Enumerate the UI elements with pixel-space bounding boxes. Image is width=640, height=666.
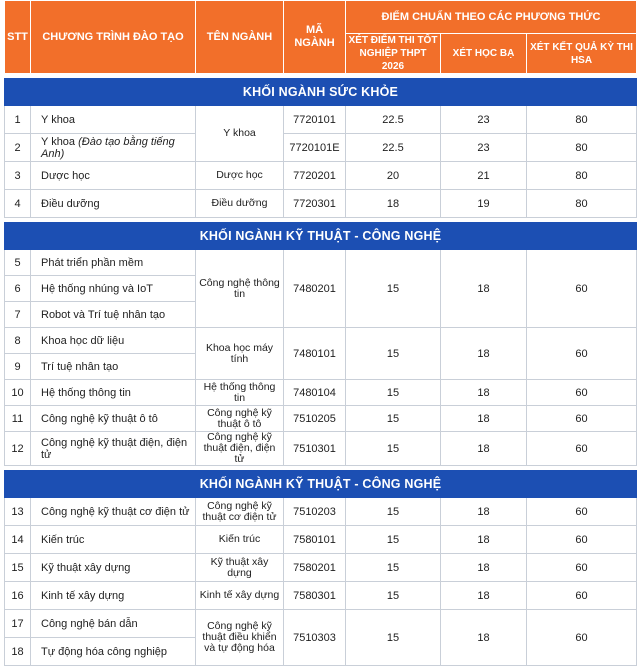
row-program: Kỹ thuật xây dựng [31, 554, 196, 582]
row-major: Công nghệ kỹ thuật cơ điện tử [196, 498, 284, 526]
table-row [5, 582, 637, 610]
row-score-thpt: 20 [346, 162, 441, 190]
row-code: 7510301 [284, 432, 346, 466]
row-score-thpt: 15 [346, 380, 441, 406]
row-code: 7510205 [284, 406, 346, 432]
row-major: Y khoa [196, 106, 284, 162]
admission-score-table [4, 0, 637, 666]
header-scores: ĐIỂM CHUẨN THEO CÁC PHƯƠNG THỨC [346, 1, 637, 34]
row-program-note: (Đào tạo bằng tiếng Anh) [41, 135, 175, 160]
row-stt: 2 [5, 134, 31, 162]
row-stt: 18 [5, 638, 31, 666]
row-code: 7580201 [284, 554, 346, 582]
header-code: MÃ NGÀNH [284, 1, 346, 74]
header-method-thpt: XÉT ĐIỂM THI TỐT NGHIỆP THPT 2026 [346, 34, 441, 74]
section-tech-2: KHỐI NGÀNH KỸ THUẬT - CÔNG NGHỆ [5, 471, 637, 498]
row-code: 7480104 [284, 380, 346, 406]
table-row [5, 432, 637, 466]
row-score-hocba: 18 [441, 582, 527, 610]
row-major: Điều dưỡng [196, 190, 284, 218]
row-score-hocba: 18 [441, 380, 527, 406]
table-row [5, 190, 637, 218]
row-score-thpt: 15 [346, 582, 441, 610]
row-program: Dược học [31, 162, 196, 190]
row-program: Robot và Trí tuệ nhân tạo [31, 302, 196, 328]
header-program: CHƯƠNG TRÌNH ĐÀO TẠO [31, 1, 196, 74]
row-program: Y khoa [31, 106, 196, 134]
row-program-label: Y khoa [41, 135, 79, 148]
header-stt: STT [5, 1, 31, 74]
row-major: Kiến trúc [196, 526, 284, 554]
row-score-thpt: 15 [346, 432, 441, 466]
row-code: 7580101 [284, 526, 346, 554]
row-score-thpt: 15 [346, 498, 441, 526]
row-program: Công nghệ kỹ thuật điện, điện tử [31, 432, 196, 466]
row-program: Điều dưỡng [31, 190, 196, 218]
header-method-hocba: XÉT HỌC BẠ [441, 34, 527, 74]
row-stt: 6 [5, 276, 31, 302]
row-program: Phát triển phần mềm [31, 250, 196, 276]
table-row [5, 498, 637, 526]
row-stt: 4 [5, 190, 31, 218]
row-score-hocba: 19 [441, 190, 527, 218]
row-code: 7720201 [284, 162, 346, 190]
row-program: Khoa học dữ liệu [31, 328, 196, 354]
row-code: 7510203 [284, 498, 346, 526]
row-stt: 3 [5, 162, 31, 190]
row-score-hsa: 80 [527, 106, 637, 134]
table-row [5, 106, 637, 134]
row-score-hsa: 60 [527, 554, 637, 582]
row-stt: 9 [5, 354, 31, 380]
row-stt: 13 [5, 498, 31, 526]
row-score-hocba: 18 [441, 498, 527, 526]
row-score-hocba: 21 [441, 162, 527, 190]
row-program: Công nghệ bán dẫn [31, 610, 196, 638]
row-program: Tự động hóa công nghiệp [31, 638, 196, 666]
row-score-hsa: 60 [527, 250, 637, 328]
table-row [5, 134, 637, 162]
table-row [5, 554, 637, 582]
row-score-hocba: 18 [441, 250, 527, 328]
row-score-hsa: 60 [527, 582, 637, 610]
row-code: 7510303 [284, 610, 346, 666]
row-score-thpt: 15 [346, 328, 441, 380]
header-major: TÊN NGÀNH [196, 1, 284, 74]
row-score-thpt: 15 [346, 554, 441, 582]
row-score-hocba: 18 [441, 432, 527, 466]
table-row [5, 162, 637, 190]
row-score-hsa: 60 [527, 380, 637, 406]
row-major: Công nghệ kỹ thuật điện, điện tử [196, 432, 284, 466]
header-method-hsa: XÉT KẾT QUẢ KỲ THI HSA [527, 34, 637, 74]
row-score-thpt: 15 [346, 406, 441, 432]
row-major: Kinh tế xây dựng [196, 582, 284, 610]
row-score-hsa: 60 [527, 610, 637, 666]
row-program: Kiến trúc [31, 526, 196, 554]
row-major: Dược học [196, 162, 284, 190]
row-stt: 11 [5, 406, 31, 432]
row-major: Hệ thống thông tin [196, 380, 284, 406]
row-stt: 16 [5, 582, 31, 610]
section-health: KHỐI NGÀNH SỨC KHỎE [5, 79, 637, 106]
row-code: 7580301 [284, 582, 346, 610]
row-score-thpt: 18 [346, 190, 441, 218]
row-stt: 1 [5, 106, 31, 134]
row-code: 7720301 [284, 190, 346, 218]
row-score-thpt: 22.5 [346, 106, 441, 134]
row-major: Kỹ thuật xây dựng [196, 554, 284, 582]
table-row [5, 526, 637, 554]
row-stt: 14 [5, 526, 31, 554]
row-program: Hệ thống thông tin [31, 380, 196, 406]
row-score-thpt: 15 [346, 250, 441, 328]
row-score-thpt: 22.5 [346, 134, 441, 162]
row-stt: 12 [5, 432, 31, 466]
row-score-hocba: 18 [441, 554, 527, 582]
row-stt: 10 [5, 380, 31, 406]
row-stt: 8 [5, 328, 31, 354]
row-score-hsa: 60 [527, 432, 637, 466]
row-code: 7720101E [284, 134, 346, 162]
row-score-hsa: 60 [527, 406, 637, 432]
section-tech-1: KHỐI NGÀNH KỸ THUẬT - CÔNG NGHỆ [5, 223, 637, 250]
row-score-thpt: 15 [346, 526, 441, 554]
row-stt: 15 [5, 554, 31, 582]
row-program: Kinh tế xây dựng [31, 582, 196, 610]
row-score-hsa: 60 [527, 328, 637, 380]
row-program [31, 134, 196, 162]
row-score-hocba: 18 [441, 328, 527, 380]
row-score-hsa: 80 [527, 134, 637, 162]
row-score-hsa: 60 [527, 498, 637, 526]
row-major: Khoa học máy tính [196, 328, 284, 380]
row-score-hsa: 80 [527, 162, 637, 190]
row-score-hocba: 23 [441, 106, 527, 134]
row-score-hsa: 60 [527, 526, 637, 554]
row-stt: 7 [5, 302, 31, 328]
row-code: 7480101 [284, 328, 346, 380]
row-program: Trí tuệ nhân tạo [31, 354, 196, 380]
row-program: Hệ thống nhúng và IoT [31, 276, 196, 302]
table-row [5, 328, 637, 354]
row-score-hsa: 80 [527, 190, 637, 218]
row-stt: 17 [5, 610, 31, 638]
row-major: Công nghệ kỹ thuật ô tô [196, 406, 284, 432]
row-code: 7480201 [284, 250, 346, 328]
table-row [5, 250, 637, 276]
table-row [5, 380, 637, 406]
row-program: Công nghệ kỹ thuật cơ điện tử [31, 498, 196, 526]
row-stt: 5 [5, 250, 31, 276]
table-row [5, 406, 637, 432]
row-major: Công nghệ thông tin [196, 250, 284, 328]
row-major: Công nghệ kỹ thuật điều khiển và tự động hóa [196, 610, 284, 666]
row-score-hocba: 18 [441, 610, 527, 666]
row-score-hocba: 23 [441, 134, 527, 162]
table-row [5, 610, 637, 638]
row-code: 7720101 [284, 106, 346, 134]
row-program: Công nghệ kỹ thuật ô tô [31, 406, 196, 432]
row-score-hocba: 18 [441, 526, 527, 554]
row-score-hocba: 18 [441, 406, 527, 432]
row-score-thpt: 15 [346, 610, 441, 666]
